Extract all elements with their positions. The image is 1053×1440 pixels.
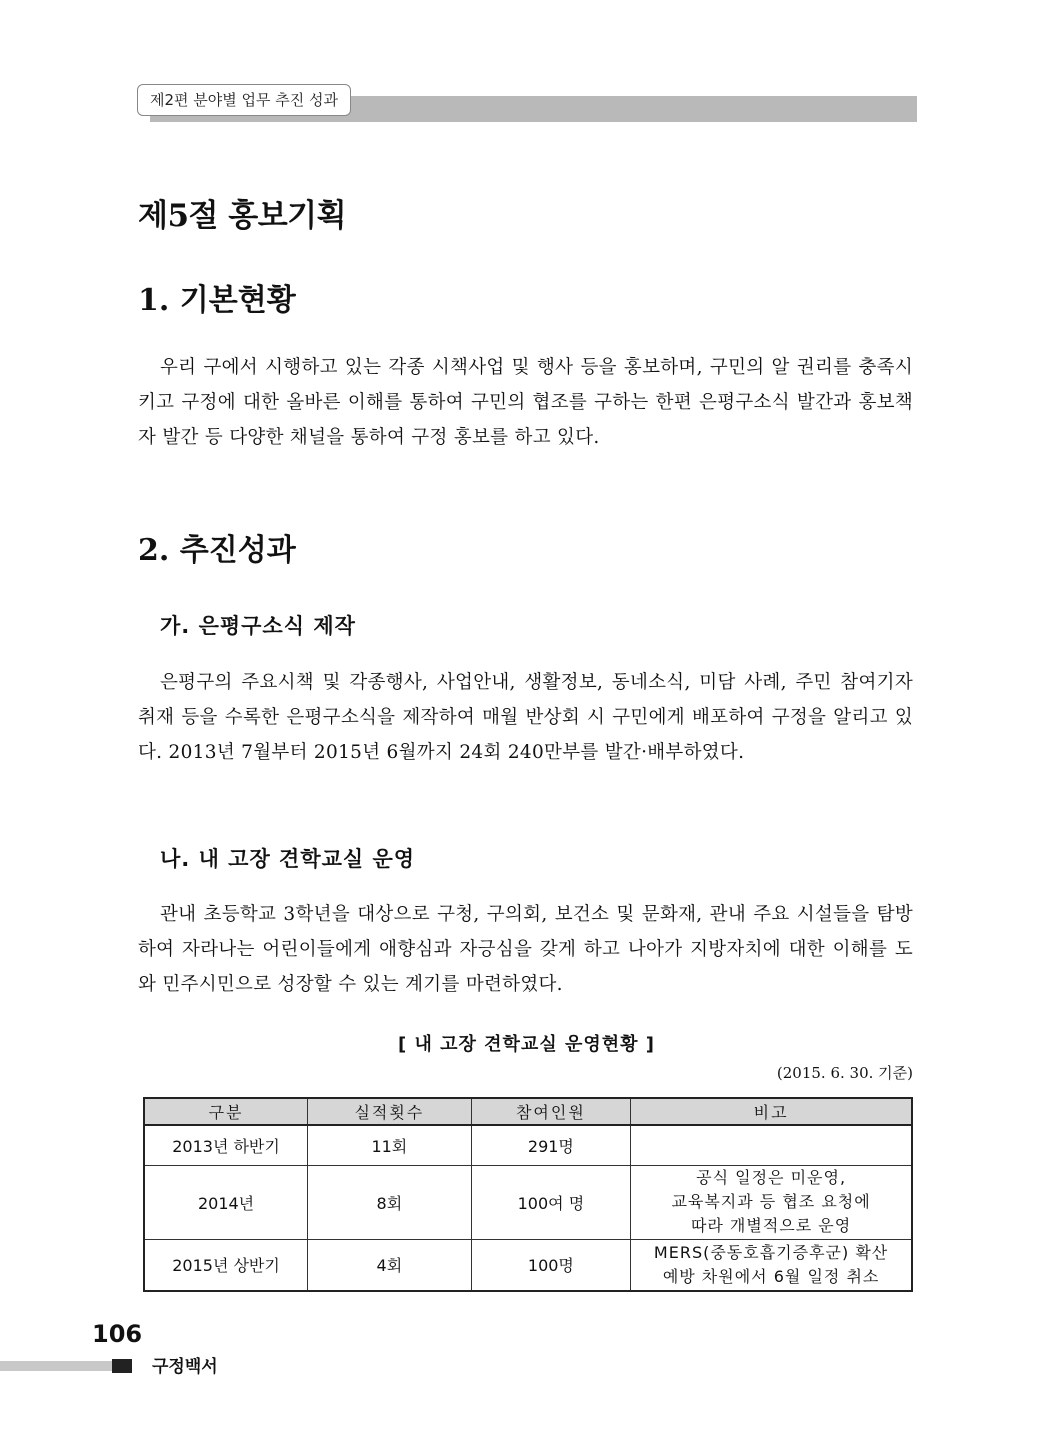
header-remarks: 비고 [631, 1098, 912, 1125]
header-category: 구분 [144, 1098, 308, 1125]
table-basis-date: (2015. 6. 30. 기준) [776, 1064, 913, 1082]
basic-status-paragraph: 우리 구에서 시행하고 있는 각종 시책사업 및 행사 등을 홍보하며, 구민의 알 권리를 충족시키고 구정에 대한 올바른 이해를 통하여 구민의 협조를 구하는 한편 은평구소식 발간과 홍보책자 발간 등 다양한 채널을 통하여 구정 홍보를 하고 있다. [138, 357, 913, 448]
note-line: MERS(중동호흡기증후군) 확산 [653, 1242, 889, 1262]
footer-book-title: 구정백서 [152, 1357, 218, 1377]
cell-period: 2015년 상반기 [144, 1239, 308, 1291]
cell-period: 2013년 하반기 [144, 1125, 308, 1165]
note-line: 공식 일정은 미운영, [696, 1168, 847, 1187]
cell-note [631, 1165, 912, 1239]
cell-people: 291명 [471, 1125, 631, 1165]
table-header-row [144, 1098, 912, 1125]
note-line: 예방 차원에서 6월 일정 취소 [662, 1266, 880, 1286]
table-row [144, 1125, 912, 1165]
cell-count: 8회 [308, 1165, 472, 1239]
cell-count: 11회 [308, 1125, 472, 1165]
cell-period: 2014년 [144, 1165, 308, 1239]
note-line: 교육복지과 등 협조 요청에 [671, 1192, 871, 1211]
field-trip-paragraph: 관내 초등학교 3학년을 대상으로 구청, 구의회, 보건소 및 문화재, 관내 주요 시설들을 탐방하여 자라나는 어린이들에게 애향심과 자긍심을 갖게 하고 나아가 지방자치에 대한 이해를 도와 민주시민으로 성장할 수 있는 계기를 마련하였다. [138, 904, 913, 995]
footer-block [112, 1359, 132, 1373]
cell-people: 100명 [471, 1239, 631, 1291]
subsection-title-newsletter: 가. 은평구소식 제작 [160, 614, 356, 638]
table-row [144, 1239, 912, 1291]
note-line: 따라 개별적으로 운영 [690, 1216, 852, 1235]
header-part-label: 제2편 분야별 업무 추진 성과 [137, 84, 351, 116]
header-count: 실적횟수 [308, 1098, 472, 1125]
section-title-achievements: 2. 추진성과 [138, 533, 296, 568]
header-participants: 참여인원 [471, 1098, 631, 1125]
page-number: 106 [92, 1320, 143, 1348]
subsection-title-field-trip: 나. 내 고장 견학교실 운영 [160, 847, 416, 871]
field-trip-table [143, 1097, 913, 1292]
cell-count: 4회 [308, 1239, 472, 1291]
cell-note [631, 1125, 912, 1165]
chapter-title: 제5절 홍보기획 [138, 198, 347, 234]
cell-people: 100여 명 [471, 1165, 631, 1239]
newsletter-paragraph: 은평구의 주요시책 및 각종행사, 사업안내, 생활정보, 동네소식, 미담 사례, 주민 참여기자 취재 등을 수록한 은평구소식을 제작하여 매월 반상회 시 구민에게 배포하여 구정을 알리고 있다. 2013년 7월부터 2015년 6월까지 24회 240만부를 발간·배부하였다. [138, 672, 913, 763]
footer-bar [0, 1361, 112, 1371]
section-title-basic-status: 1. 기본현황 [138, 283, 296, 318]
table-caption: [ 내 고장 견학교실 운영현황 ] [397, 1034, 656, 1055]
cell-note [631, 1239, 912, 1291]
table-row [144, 1165, 912, 1239]
